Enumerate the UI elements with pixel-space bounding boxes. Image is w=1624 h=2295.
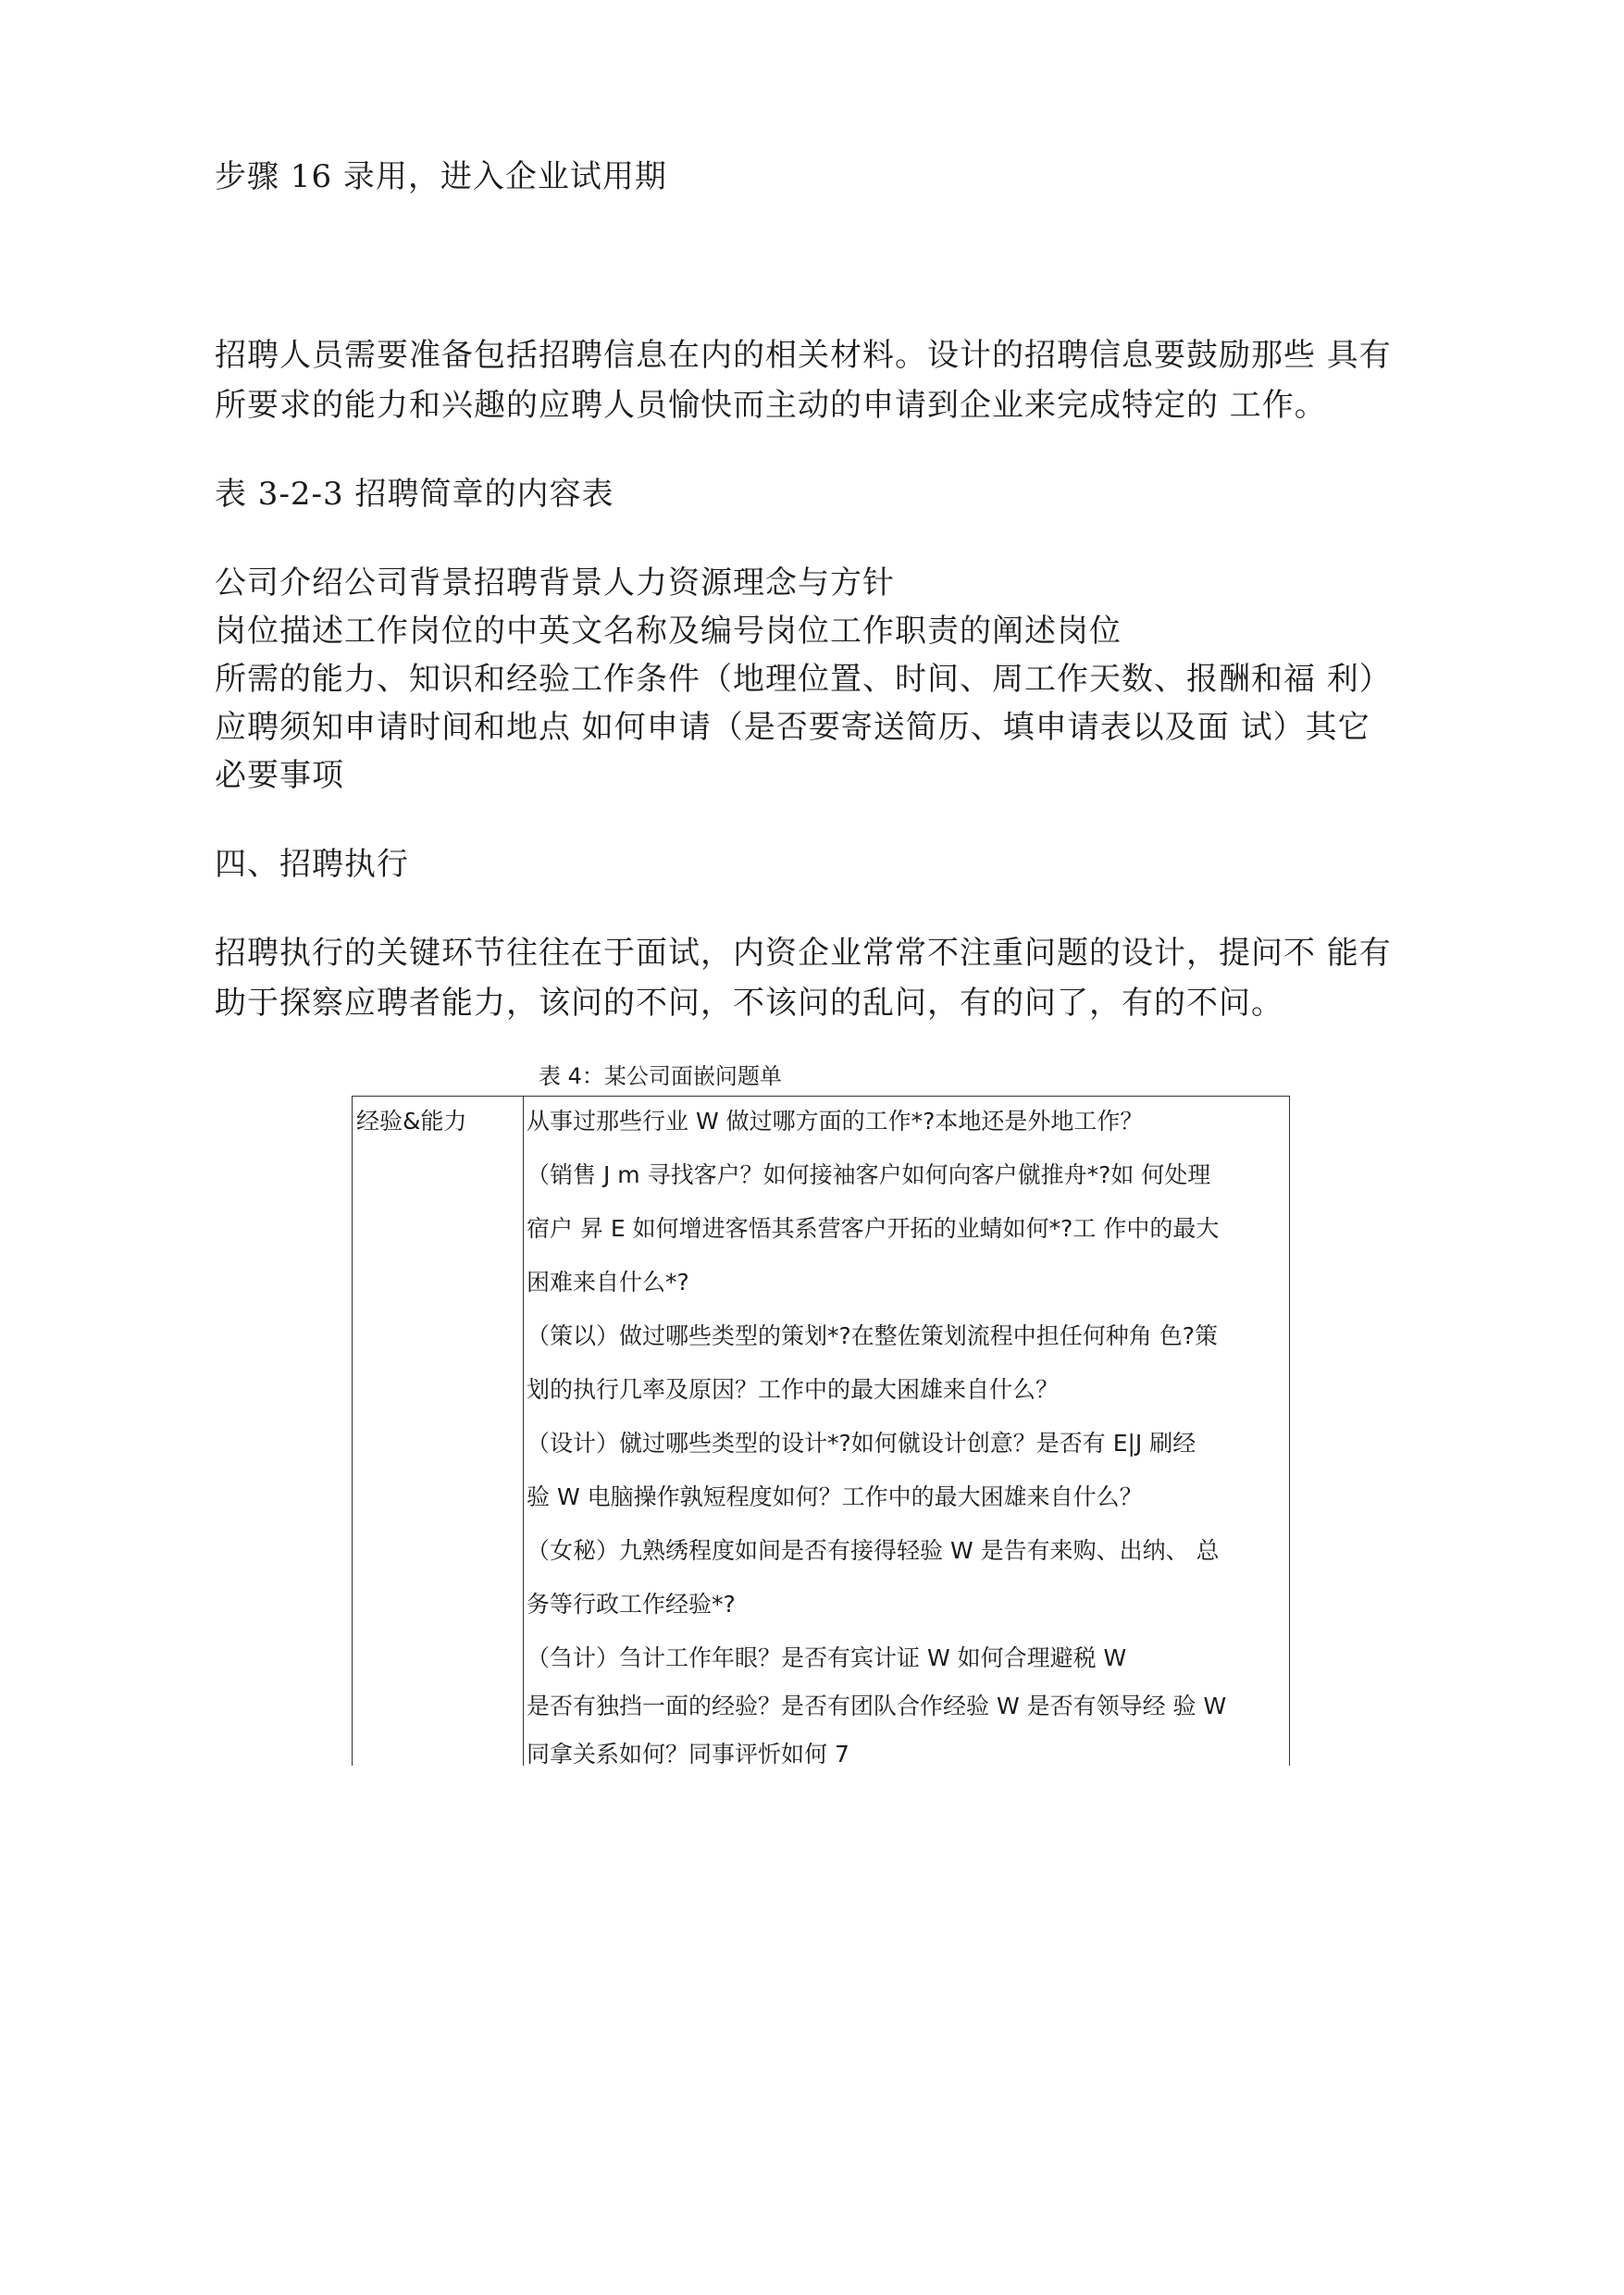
content-table-line-4: 应聘须知申请时间和地点 如何申请（是否要寄送简历、填申请表以及面 试）其它	[215, 709, 1370, 746]
category-cell: 经验&能力	[356, 1108, 467, 1135]
intro-line-1: 招聘人员需要准备包括招聘信息在内的相关材料。设计的招聘信息要鼓励那些 具有	[215, 337, 1392, 374]
question-line: 宿户 昇 E 如何增进客悟其系营客户开拓的业蜻如何*?工 作中的最大	[527, 1215, 1220, 1242]
question-table	[352, 1096, 1290, 1766]
content-table-line-1: 公司介绍公司背景招聘背景人力资源理念与方针	[215, 564, 895, 602]
question-line: 验 W 电脑操作孰短程度如何？工作中的最大困雄来自什么？	[527, 1483, 1143, 1510]
question-line: 划的执行几率及原因？工作中的最大困雄来自什么？	[527, 1376, 1060, 1403]
column-divider	[523, 1097, 524, 1766]
question-line: 同拿关系如何？同事评忻如何 7	[527, 1741, 849, 1768]
intro-line-2: 所要求的能力和兴趣的应聘人员愉快而主动的申请到企业来完成特定的 工作。	[215, 387, 1327, 424]
question-line: （策以）做过哪些类型的策划*?在整佐策划流程中担任何种角 色?策	[527, 1322, 1218, 1349]
question-line: （设计）僦过哪些类型的设计*?如何僦设计创意？是否有 E|J 刷经	[527, 1430, 1196, 1457]
content-table-line-2: 岗位描述工作岗位的中英文名称及编号岗位工作职责的阐述岗位	[215, 613, 1122, 650]
question-line: （刍计）刍计工作年眼？是否有宾计证 W 如何合理避税 W	[527, 1644, 1127, 1671]
question-line: 务等行政工作经验*?	[527, 1591, 736, 1618]
content-table-line-3: 所需的能力、知识和经验工作条件（地理位置、时间、周工作天数、报酬和福 利）	[215, 661, 1392, 698]
step-title: 步骤 16 录用，进入企业试用期	[215, 158, 667, 195]
section-4-para-line-2: 助于探察应聘者能力，该问的不问，不该问的乱问，有的问了，有的不问。	[215, 985, 1283, 1022]
content-table-line-5: 必要事项	[215, 757, 344, 794]
question-line: （女秘）九熟绣程度如间是否有接得轻验 W 是告有来购、出纳、 总	[527, 1537, 1220, 1564]
table-323-title: 表 3-2-3 招聘简章的内容表	[215, 476, 614, 513]
section-4-para-line-1: 招聘执行的关键环节往往在于面试，内资企业常常不注重问题的设计，提问不 能有	[215, 935, 1392, 972]
question-table-caption: 表 4：某公司面嵌问题单	[539, 1063, 782, 1089]
question-line: 是否有独挡一面的经验？是否有团队合作经验 W 是否有领导经 验 W	[527, 1693, 1227, 1719]
question-line: （销售 J m 寻找客户？如何接袖客户如何向客户僦推舟*?如 何处理	[527, 1161, 1211, 1188]
question-line: 从事过那些行业 W 做过哪方面的工作*?本地还是外地工作？	[527, 1108, 1144, 1135]
question-line: 困难来自什么*?	[527, 1269, 689, 1296]
section-4-heading: 四、招聘执行	[215, 846, 409, 883]
